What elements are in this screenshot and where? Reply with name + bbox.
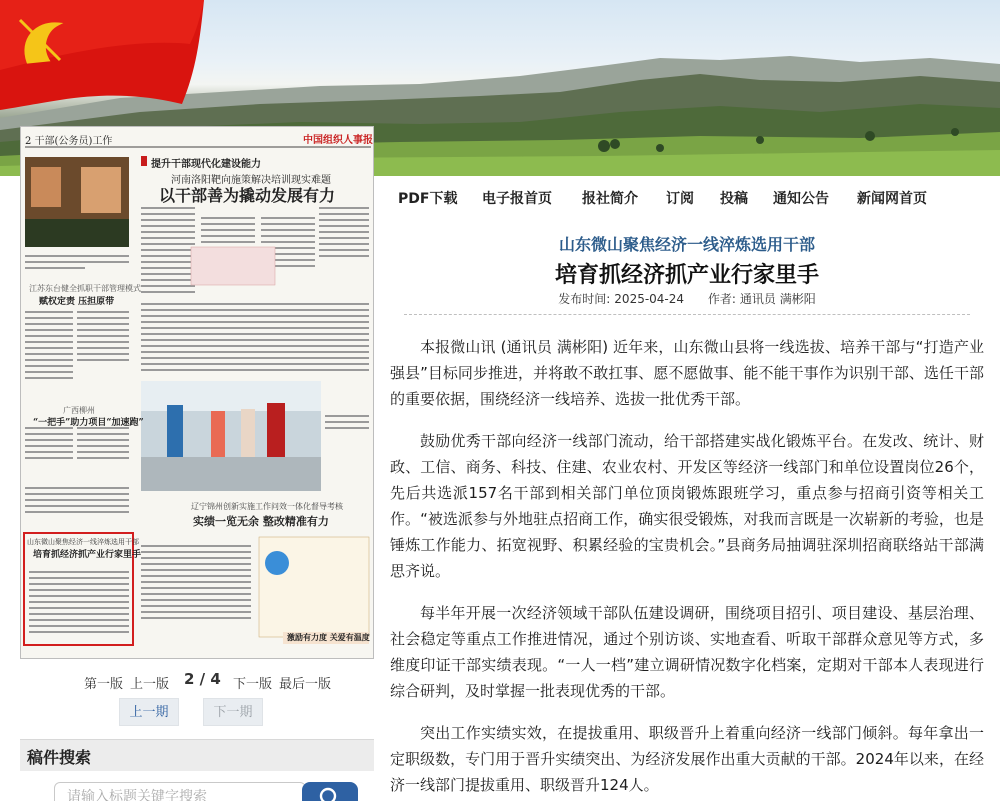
nav-subscribe[interactable]: 订阅 <box>666 191 694 207</box>
paper-story4-headline: 实绩一览无余 整改精准有力 <box>193 515 329 528</box>
article-headline: 培育抓经济抓产业行家里手 <box>554 263 819 288</box>
paper-story2-kicker: 江苏东台健全抓职干部管理模式 <box>29 284 141 293</box>
search-section-header <box>20 739 374 771</box>
site-navigation <box>390 188 990 210</box>
article-body <box>390 334 984 801</box>
paper-section-label: 2 干部(公务员)工作 <box>25 136 113 147</box>
nav-news-home[interactable]: 新闻网首页 <box>857 191 927 207</box>
author-name: 通讯员 满彬阳 <box>739 292 816 306</box>
article-paragraph: 鼓励优秀干部向经济一线部门流动，给干部搭建实战化锻炼平台。在发改、统计、财政、工信、商务、科技、住建、农业农村、开发区等经济一线部门和单位设置岗位26个，先后共选派157名干部到相关部门单位顶岗锻炼跟班学习，重点参与招商引资等相关工作。“被选派参与外地驻点招商工作，确实很受锻炼，对我而言既是一次崭新的考验，也是锤炼工作能力、拓宽视野、积累经验的宝贵机会。”县商务局抽调驻深圳招商联络站干部满思齐说。 <box>390 432 984 580</box>
article-paragraph: 本报微山讯 (通讯员 满彬阳) 近年来，山东微山县将一线选拔、培养干部与“打造产业强县”目标同步推进，并将敢不敢扛事、愿不愿做事、能不能干事作为识别干部、选任干部的重要依据，围绕经济一线培养、选拔一批优秀干部。 <box>390 338 984 408</box>
article-kicker: 山东微山聚焦经济一线淬炼选用干部 <box>558 235 815 254</box>
nav-about[interactable]: 报社简介 <box>582 191 638 207</box>
search-button[interactable] <box>302 782 358 801</box>
paper-story3-kicker: 广西柳州 <box>63 406 95 415</box>
paper-banner-label: 提升干部现代化建设能力 <box>151 159 261 170</box>
publish-date-label: 发布时间: <box>558 292 611 306</box>
search-section-title: 稿件搜索 <box>27 748 92 767</box>
article-meta <box>390 290 984 307</box>
paper-story2-headline: 赋权定责 压担原带 <box>39 297 115 307</box>
paper-lead-headline: 以干部善为撬动发展有力 <box>159 186 336 205</box>
newspaper-page-thumbnail[interactable] <box>20 126 374 659</box>
nav-pdf-download[interactable]: PDF下载 <box>398 191 458 207</box>
prev-page-link[interactable]: 上一版 <box>130 677 170 692</box>
last-page-link[interactable]: 最后一版 <box>279 677 332 692</box>
search-icon <box>317 786 343 801</box>
author-label: 作者: <box>707 292 736 306</box>
next-page-link[interactable]: 下一版 <box>233 677 273 692</box>
page-pagination <box>20 670 374 692</box>
first-page-link[interactable]: 第一版 <box>84 677 124 692</box>
paper-story4-kicker: 辽宁锦州创新实施工作问效一体化督导考核 <box>191 502 343 511</box>
newspaper-layout <box>21 127 374 659</box>
article-divider <box>404 314 970 315</box>
paper-highlight-kicker[interactable]: 山东微山聚焦经济一线淬炼选用干部 <box>27 538 139 546</box>
paper-story3-headline: “一把手”助力项目“加速跑” <box>33 418 144 428</box>
paper-highlight-headline[interactable]: 培育抓经济抓产业行家里手 <box>33 550 142 560</box>
search-input[interactable] <box>54 782 306 801</box>
nav-notices[interactable]: 通知公告 <box>773 191 829 207</box>
red-flag-icon <box>0 0 204 110</box>
paper-lead-kicker: 河南洛阳靶向施策解决培训现实难题 <box>171 175 331 186</box>
article-paragraph: 突出工作实绩实效，在提拔重用、职级晋升上着重向经济一线部门倾斜。每年拿出一定职级数，专门用于晋升实绩突出、为经济发展作出重大贡献的干部。2024年以来，在经济一线部门提拔重用、职级晋升124人。 <box>390 724 984 794</box>
publish-date: 2025-04-24 <box>614 292 685 306</box>
paper-masthead: 中国组织人事报 <box>303 135 373 146</box>
article-paragraph: 每半年开展一次经济领域干部队伍建设调研，围绕项目招引、项目建设、基层治理、社会稳定等重点工作推进情况，通过个别访谈、实地查看、听取干部群众意见等方式，多维度印证干部实绩表现。“一人一档”建立调研情况数字化档案，定期对干部本人表现进行综合研判，及时掌握一批表现优秀的干部。 <box>390 604 984 700</box>
nav-epaper-home[interactable]: 电子报首页 <box>482 191 552 207</box>
nav-submit[interactable]: 投稿 <box>720 191 748 207</box>
current-page-indicator: 2 / 4 <box>184 670 221 688</box>
next-issue-button[interactable]: 下一期 <box>203 698 263 726</box>
paper-footer-tag: 激励有力度 关爱有温度 <box>287 632 370 642</box>
prev-issue-button[interactable]: 上一期 <box>119 698 179 726</box>
